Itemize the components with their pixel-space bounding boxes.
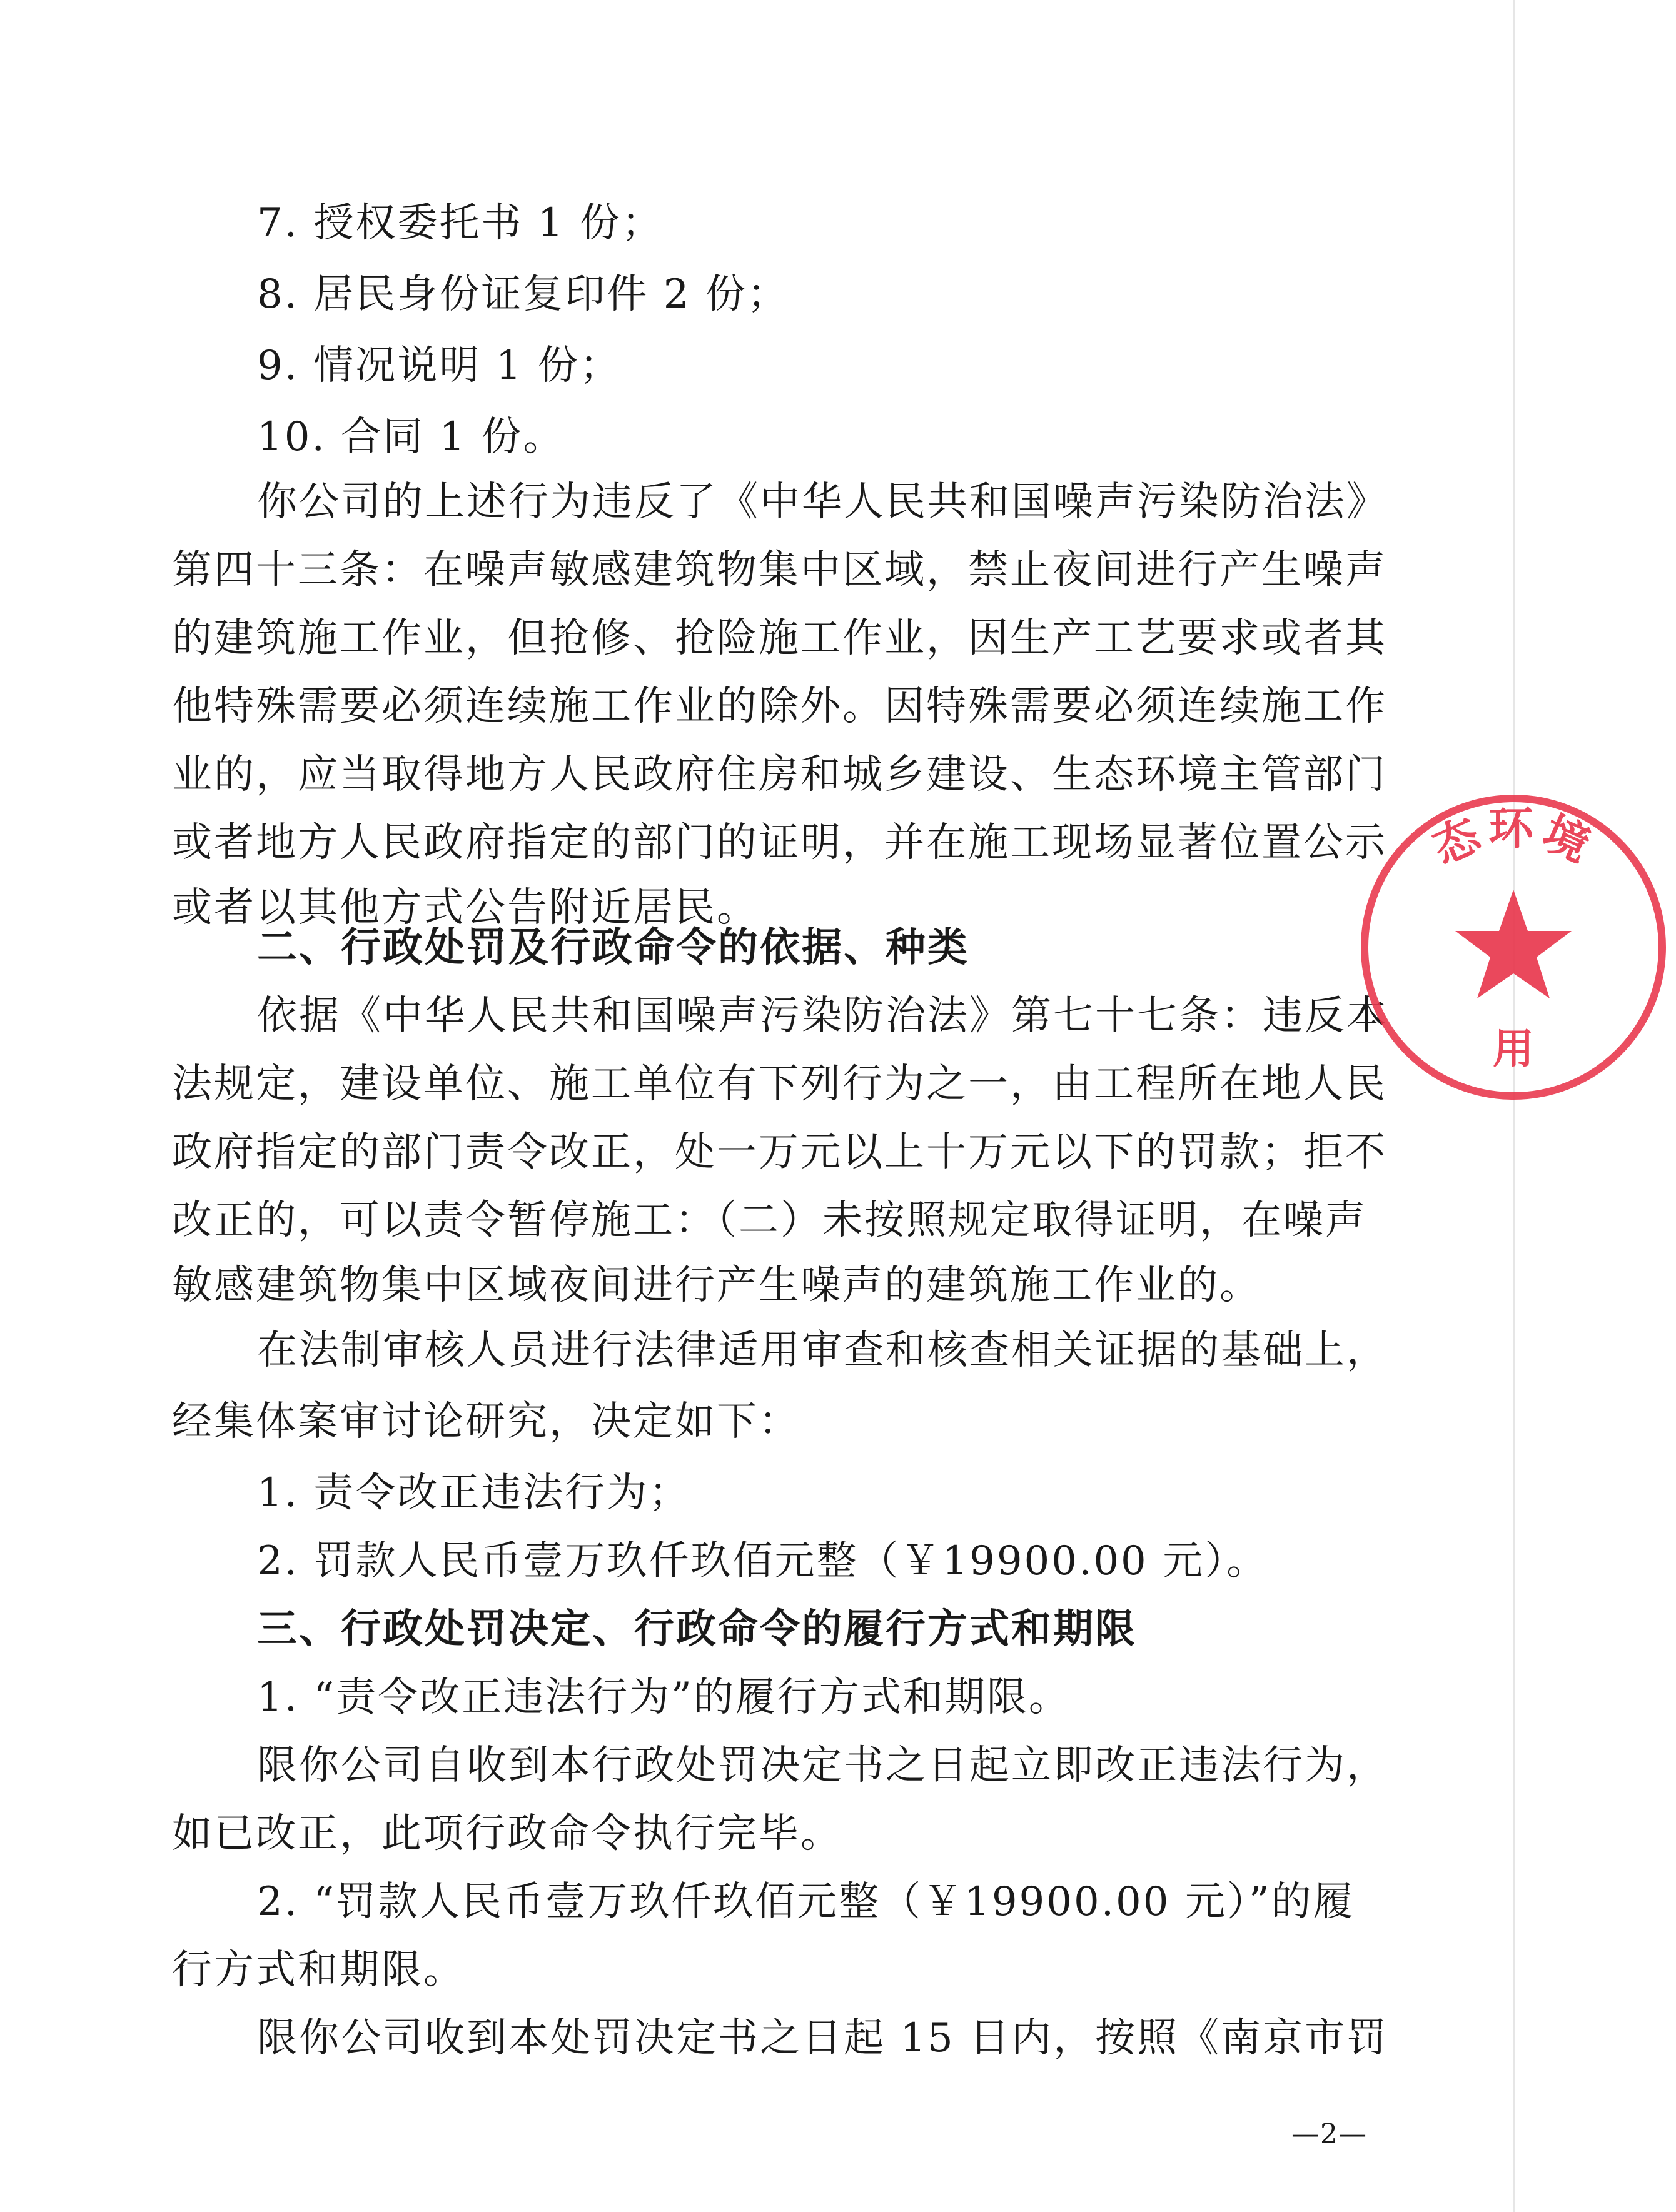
seal-text-top: 态环境 bbox=[1425, 802, 1602, 875]
attachment-item-7: 7. 授权委托书 1 份； bbox=[257, 200, 664, 246]
paragraph-line: 改正的，可以责令暂停施工：（二）未按照规定取得证明，在噪声 bbox=[172, 1197, 1367, 1244]
official-seal bbox=[1351, 785, 1676, 1110]
paragraph-line: 限你公司自收到本行政处罚决定书之日起立即改正违法行为， bbox=[257, 1742, 1388, 1789]
seal-text-bottom: 用 bbox=[1493, 1025, 1534, 1073]
page-number: —2— bbox=[1291, 2118, 1368, 2150]
paragraph-line: 你公司的上述行为违反了《中华人民共和国噪声污染防治法》 bbox=[257, 479, 1388, 525]
decision-item-2: 2. 罚款人民币壹万玖仟玖佰元整（￥19900.00 元）。 bbox=[257, 1538, 1269, 1584]
paragraph-line: 限你公司收到本处罚决定书之日起 15 日内，按照《南京市罚 bbox=[257, 2015, 1389, 2061]
paragraph-line: 依据《中华人民共和国噪声污染防治法》第七十七条：违反本 bbox=[257, 993, 1388, 1039]
paragraph-line: 1. “责令改正违法行为”的履行方式和期限。 bbox=[257, 1674, 1071, 1721]
paragraph-line: 的建筑施工作业，但抢修、抢险施工作业，因生产工艺要求或者其 bbox=[172, 615, 1387, 661]
paragraph-line: 行方式和期限。 bbox=[172, 1947, 465, 1993]
paragraph-line: 政府指定的部门责令改正，处一万元以上十万元以下的罚款；拒不 bbox=[172, 1129, 1387, 1175]
paragraph-line: 2. “罚款人民币壹万玖仟玖佰元整（￥19900.00 元）”的履 bbox=[257, 1879, 1355, 1925]
paragraph-line: 经集体案审讨论研究，决定如下： bbox=[172, 1399, 800, 1445]
paragraph-line: 或者以其他方式公告附近居民。 bbox=[172, 885, 759, 931]
decision-item-1: 1. 责令改正违法行为； bbox=[257, 1470, 691, 1516]
attachment-item-10: 10. 合同 1 份。 bbox=[257, 414, 565, 460]
paragraph-line: 法规定，建设单位、施工单位有下列行为之一，由工程所在地人民 bbox=[172, 1061, 1387, 1107]
paragraph-line: 如已改正，此项行政命令执行完毕。 bbox=[172, 1811, 842, 1857]
paragraph-line: 业的，应当取得地方人民政府住房和城乡建设、生态环境主管部门 bbox=[172, 752, 1387, 798]
star-icon bbox=[1455, 890, 1572, 998]
section-heading-2: 二、行政处罚及行政命令的依据、种类 bbox=[257, 925, 969, 971]
section-heading-3: 三、行政处罚决定、行政命令的履行方式和期限 bbox=[257, 1606, 1137, 1652]
paragraph-line: 敏感建筑物集中区域夜间进行产生噪声的建筑施工作业的。 bbox=[172, 1262, 1261, 1309]
paragraph-line: 第四十三条：在噪声敏感建筑物集中区域，禁止夜间进行产生噪声 bbox=[172, 547, 1387, 593]
paragraph-line: 他特殊需要必须连续施工作业的除外。因特殊需要必须连续施工作 bbox=[172, 683, 1387, 730]
paragraph-line: 或者地方人民政府指定的部门的证明，并在施工现场显著位置公示 bbox=[172, 820, 1387, 866]
attachment-item-8: 8. 居民身份证复印件 2 份； bbox=[257, 271, 789, 318]
paragraph-line: 在法制审核人员进行法律适用审查和核查相关证据的基础上， bbox=[257, 1327, 1388, 1374]
attachment-item-9: 9. 情况说明 1 份； bbox=[257, 343, 622, 389]
